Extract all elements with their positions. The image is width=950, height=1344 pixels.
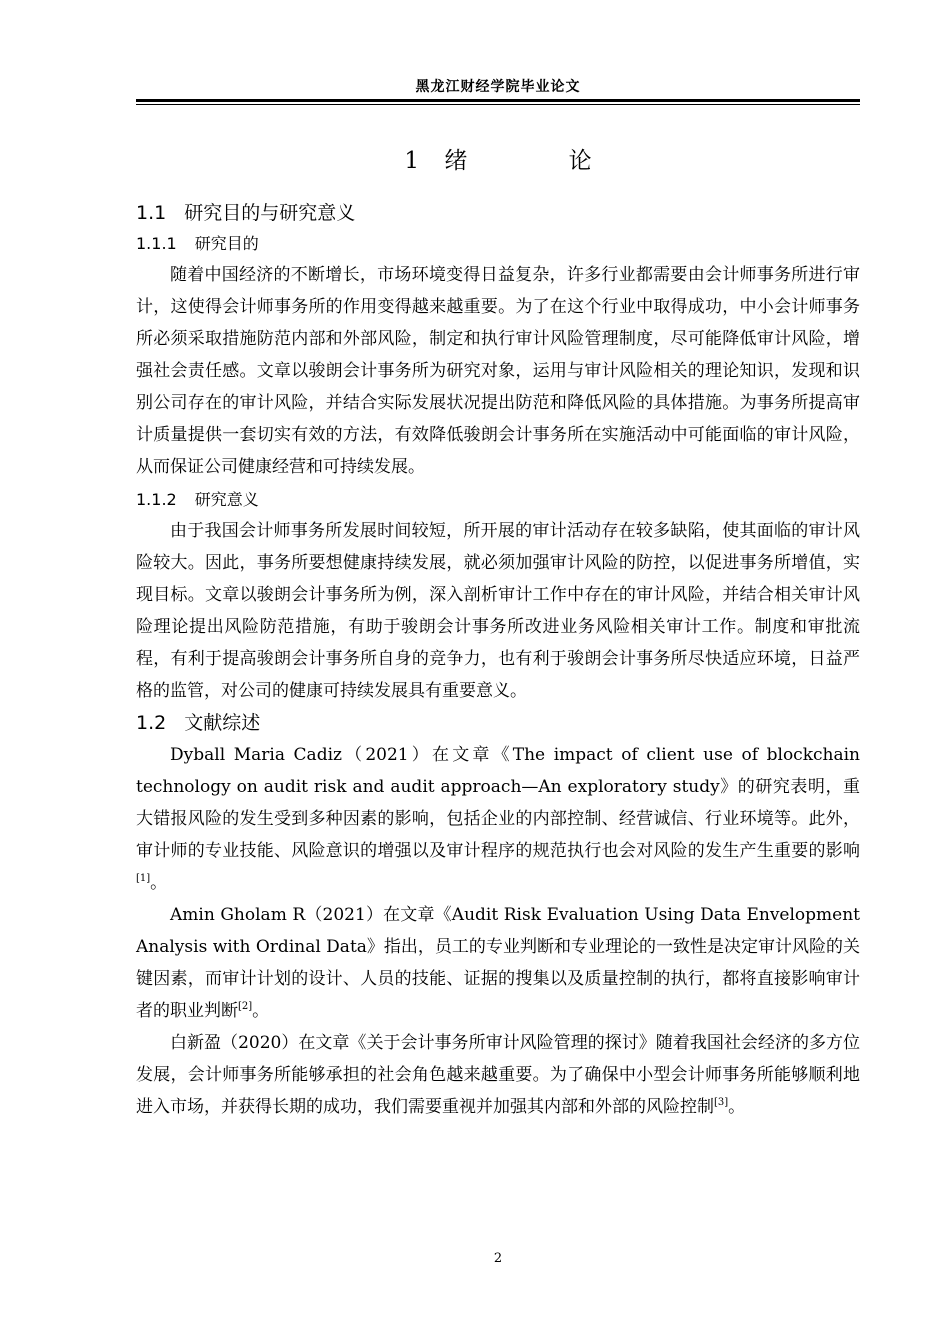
section-number: 1.2 [136,712,167,734]
subsection-heading [136,485,860,515]
section-number: 1.1 [136,202,167,224]
running-header: 黑龙江财经学院毕业论文 [415,79,581,95]
chapter-number: 1 [404,148,420,174]
citation-marker: [3] [714,1097,729,1108]
paragraph-end: 。 [728,1097,746,1117]
subsection-title: 研究目的 [194,234,259,253]
subsection-number: 1.1.2 [136,490,177,509]
header-rule-thin [136,104,860,105]
citation-marker: [1] [136,873,151,884]
paragraph-text: Amin Gholam R（2021）在文章《Audit Risk Evaluation Using Data Envelopment Analysis with Ordinal Data》指出，员工的专业判断和专业理论的一致性是决定审计风险的关键因素，而审计计划的设计、人员的技能、证据的搜集以及质量控制的执行，都将直接影响审计者的职业判断 [136,905,860,1021]
body-paragraph: 随着中国经济的不断增长，市场环境变得日益复杂，许多行业都需要由会计师事务所进行审计，这使得会计师事务所的作用变得越来越重要。为了在这个行业中取得成功，中小会计师事务所必须采取措施防范内部和外部风险，制定和执行审计风险管理制度，尽可能降低审计风险，增强社会责任感。文章以骏朗会计事务所为研究对象，运用与审计风险相关的理论知识，发现和识别公司存在的审计风险，并结合实际发展状况提出防范和降低风险的具体措施。为事务所提高审计质量提供一套切实有效的方法，有效降低骏朗会计事务所在实施活动中可能面临的审计风险，从而保证公司健康经营和可持续发展。 [136,265,860,477]
paragraph-end: 。 [150,873,168,893]
subsection-heading [136,229,860,259]
citation-marker: [2] [238,1001,253,1012]
subsection-number: 1.1.1 [136,234,177,253]
page-number: 2 [493,1251,503,1266]
document-body [136,197,860,1123]
body-paragraph: 由于我国会计师事务所发展时间较短，所开展的审计活动存在较多缺陷，使其面临的审计风险较大。因此，事务所要想健康持续发展，就必须加强审计风险的防控，以促进事务所增值，实现目标。文章以骏朗会计事务所为例，深入剖析审计工作中存在的审计风险，并结合相关审计风险理论提出风险防范措施，有助于骏朗会计事务所改进业务风险相关审计工作。制度和审批流程，有利于提高骏朗会计事务所自身的竞争力，也有利于骏朗会计事务所尽快适应环境，日益严格的监管，对公司的健康可持续发展具有重要意义。 [136,521,860,701]
paragraph-text: Dyball Maria Cadiz（2021）在文章《The impact of client use of blockchain technology on audit risk and audit approach—An exploratory study》的研究表明，重大错报风险的发生受到多种因素的影响，包括企业的内部控制、经营诚信、行业环境等。此外，审计师的专业技能、风险意识的增强以及审计程序的规范执行也会对风险的发生产生重要的影响 [136,745,860,861]
paragraph-end: 。 [252,1001,270,1021]
section-heading [136,707,860,739]
header-rule-thick [136,99,860,102]
chapter-title: 绪 论 [444,148,592,174]
section-title: 文献综述 [184,712,261,734]
literature-paragraph [136,739,860,899]
subsection-title: 研究意义 [194,490,259,509]
section-title: 研究目的与研究意义 [184,202,356,224]
paragraph-text: 白新盈（2020）在文章《关于会计事务所审计风险管理的探讨》随着我国社会经济的多方位发展，会计师事务所能够承担的社会角色越来越重要。为了确保中小型会计师事务所能够顺利地进入市场，并获得长期的成功，我们需要重视并加强其内部和外部的风险控制 [136,1033,860,1117]
literature-paragraph [136,899,860,1027]
literature-paragraph [136,1027,860,1123]
chapter-heading [136,142,860,175]
section-heading [136,197,860,229]
